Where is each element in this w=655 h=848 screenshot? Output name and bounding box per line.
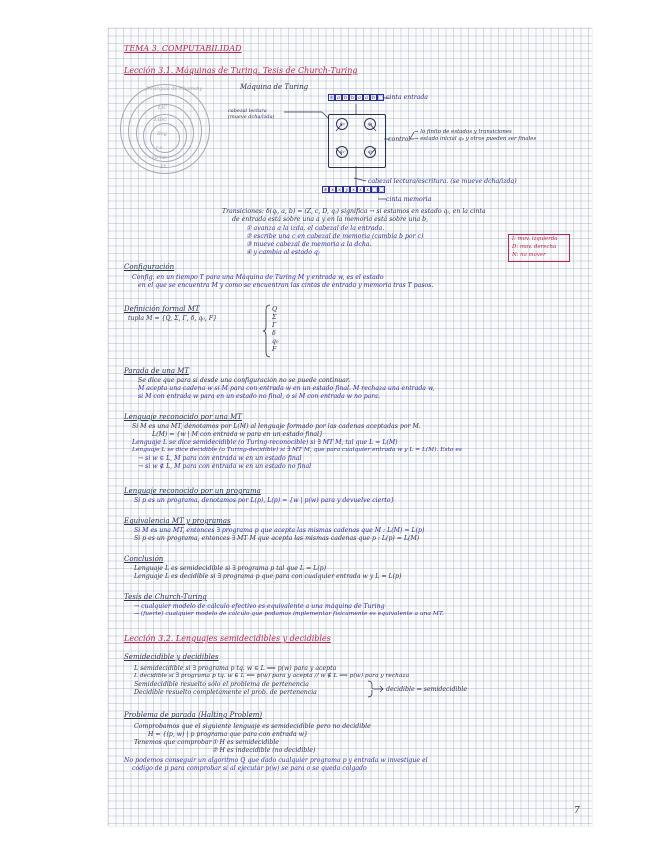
tape-cell: □ [379, 187, 384, 193]
semidecidible-line-2: L decidible si ∃ programa p tq. w ∈ L ⟺ p(w) para y acepta // w ∉ L ⟺ p(w) para y rechaza [134, 673, 410, 679]
definicion-symbol: Q [272, 306, 278, 313]
definicion-symbol: q₀ [272, 338, 279, 345]
definicion-tuple: tupla M = {Q, Σ, Γ, δ, q₀, F} [128, 315, 217, 322]
halting-line-3: Tenemos que comprobar [134, 739, 212, 746]
state-circle: q₀ [336, 118, 348, 130]
notebook-page [108, 28, 592, 826]
ring-label-core: co-r.e. [152, 155, 168, 161]
definicion-symbol: Γ [272, 322, 277, 329]
lenguaje-mt-heading: Lenguaje reconocido por una MT [124, 413, 242, 421]
halting-check-1: ① H es semidecidible [212, 739, 279, 746]
transitions-def-2: de entrada está sobre una a y en la memoria está sobre una b, [232, 216, 429, 223]
halting-check-2: ② H es indecidible (no decidible) [212, 747, 316, 754]
parada-line-2: M acepta una cadena w si M para con entrada w en un estado final. M rechaza una entrada w, [138, 385, 435, 392]
transition-step-3: ③ mueve cabezal de memoria a la dcha. [246, 241, 372, 248]
tm-title: Máquina de Turing [240, 83, 309, 91]
tape-cell: □ [378, 95, 383, 101]
brace-icon [262, 304, 272, 358]
page-number: 7 [574, 806, 580, 816]
legend-no-mover: N: no mover [512, 252, 546, 258]
tape-cell: $ [323, 187, 328, 193]
definicion-symbol: δ [272, 330, 276, 337]
state-circle: q₃ [364, 146, 376, 158]
semidecidible-line-3: Semidecidible resuelto sólo el problema de pertenencia [134, 681, 309, 688]
transition-step-2: ② escribe una c en cabezal de memoria (cambia b por c) [246, 233, 424, 240]
transition-step-1: ① avanza a la izda. el cabezal de la entrada. [246, 225, 385, 232]
tape-cell: x [336, 186, 343, 193]
configuracion-line-2: en el que se encuentra M y como se encuentran las cintas de entrada y memoria tras T pasos. [138, 282, 434, 289]
hierarchy-label: Jerarquía de Chomsky [146, 86, 203, 92]
tape-cell: x [350, 186, 357, 193]
conclusion-heading: Conclusión [124, 555, 164, 563]
parada-heading: Parada de una MT [124, 367, 190, 375]
equivalencia-line-2: Si p es un programa, entonces ∃ MT M que acepta las mismas cadenas que p : L(p) = L(M) [134, 535, 420, 542]
tema-heading: TEMA 3. COMPUTABILIDAD [124, 44, 242, 53]
lenguaje-mt-line-3: Lenguaje L se dice semidecidible (o Turing-reconocible) si ∃ MT M, tal que L = L(M) [132, 439, 398, 446]
lenguaje-mt-line-2: L(M) = {w | M con entrada w para en un estado final} [152, 431, 323, 438]
control-label: control [388, 136, 411, 143]
ring-label-lic: LIC [158, 105, 168, 111]
tape-cell: a [356, 94, 363, 101]
transition-step-4: ④ y cambia al estado qⱼ [246, 249, 320, 256]
lenguaje-mt-line-1: Si M es una MT, denotamos por L(M) al lenguaje formado por las cadenas aceptadas por M. [132, 423, 421, 430]
ring-label-sigma: Σ* [160, 164, 167, 170]
head-label: cabezal lectura (mueve dcha/izda) [228, 108, 275, 120]
conclusion-line-2: Lenguaje L es decidible si ∃ programa p que para con cualquier entrada w y L = L(p) [134, 573, 402, 580]
memory-tape-label: cinta memoria [386, 196, 432, 203]
tape-cell: b [350, 95, 355, 101]
implication-arrow-icon [366, 680, 386, 698]
leccion-heading: Lección 3.1. Máquinas de Turing. Tesis de Church-Turing [124, 66, 358, 75]
tape-cell: x [329, 186, 336, 193]
ring-label-re: r.e. [156, 145, 164, 151]
tape-cell: b [371, 95, 376, 101]
control-note-states: → lo finito de estados y transiciones [414, 129, 512, 135]
lenguaje-mt-line-5: → si w ∈ L, M para con entrada w en un estado final [138, 455, 302, 462]
tape-cell: □ [372, 187, 377, 193]
state-circle: q₁ [364, 118, 376, 130]
tesis-line-1: → cualquier modelo de cálculo efectivo es equivalente a una máquina de Turing [134, 603, 385, 610]
semidecidible-heading: Semidecidible y decidibles [124, 653, 219, 661]
configuracion-line-1: Config. en un tiempo T para una Máquina de Turing M y entrada w, es el estado [132, 274, 384, 281]
halting-line-2: H = {(p, w) | p programa que para con entrada w} [148, 731, 308, 738]
halting-heading: Problema de parada (Halting Problem) [124, 711, 263, 719]
legend-derecha: D: mov. derecha [512, 244, 557, 250]
input-tape-label: cinta entrada [386, 94, 429, 101]
lenguaje-prog-line-1: Si p es un programa, denotamos por L(p), L(p) = {w | p(w) para y devuelve cierto} [134, 497, 395, 504]
configuracion-heading: Configuración [124, 263, 175, 271]
tape-cell: y [343, 186, 350, 193]
memory-head-label: cabezal lectura/escritura. (se mueve dcha/izda) [368, 178, 517, 185]
equivalencia-heading: Equivalencia MT y programas [124, 517, 231, 525]
semidecidible-line-1: L semidecidible si ∃ programa p tq. w ∈ L ⟺ p(w) para y acepta [134, 665, 337, 672]
definicion-heading: Definición formal MT [124, 305, 200, 313]
tape-cell: x [364, 186, 371, 193]
lenguaje-mt-line-6: → si w ∉ L, M para con entrada w en un estado no final [138, 463, 312, 470]
ring-label-reg: Reg [157, 131, 167, 137]
definicion-symbol: F [272, 346, 277, 353]
halting-line-1: Comprobamos que el siguiente lenguaje es semidecidible pero no decidible [134, 723, 371, 730]
tape-cell: a [335, 94, 342, 101]
tape-cell: $ [329, 95, 334, 101]
halting-line-4: No podemos conseguir un algoritmo Q que dado cualquier programa p y entrada w investigue el [124, 757, 428, 764]
lenguaje-prog-heading: Lenguaje reconocido por un programa [124, 487, 261, 495]
leccion-2-heading: Lección 3.2. Lenguajes semidecidibles y decidibles [124, 634, 331, 643]
tm-connector-lines [108, 28, 592, 228]
conclusion-line-1: Lenguaje L es semidecidible si ∃ programa p tal que L = L(p) [134, 565, 327, 572]
transitions-def: Transiciones: δ(qᵢ, a, b) = (Z, c, D, qⱼ) significa → si estamos en estado qᵢ, en la cinta [222, 208, 486, 215]
tape-cell: a [363, 94, 370, 101]
state-circle: q₂ [336, 146, 348, 158]
equivalencia-line-1: Si M es una MT, entonces ∃ programa p que acepta las mismas cadenas que M : L(M) = L(p) [134, 527, 425, 534]
control-note-initial: → estado inicial q₀ y otros pueden ser finales [414, 136, 537, 142]
tape-cell: x [357, 186, 364, 193]
tape-cell: b [343, 95, 348, 101]
tesis-line-2: → (fuerte) cualquier modelo de cálculo que podamos implementar físicamente es equivalente a una MT. [134, 611, 444, 617]
halting-line-5: código de p para comprobar si al ejecutar p(w) se para o se queda colgado [132, 765, 367, 772]
semidecidible-line-4: Decidible resuelto completamente el prob. de pertenencia [134, 689, 317, 696]
ring-label-lidc: LIDC [154, 117, 168, 123]
parada-line-1: Se dice que para si desde una configuración no se puede continuar. [138, 377, 351, 384]
tesis-heading: Tesis de Church-Turing [124, 593, 207, 601]
definicion-symbol: Σ [272, 314, 277, 321]
parada-line-3: si M con entrada w para en un estado no final, o si M con entrada w no para. [138, 393, 380, 400]
decidible-implies-semidecidible: decidible ⇒ semidecidible [386, 686, 468, 693]
legend-izquierda: I: mov. izquierda [512, 236, 558, 242]
lenguaje-mt-line-4: Lenguaje L se dice decidible (o Turing-decidible) si ∃ MT M, que para cualquier entrada w y L = L(M). Esto es [132, 447, 462, 453]
